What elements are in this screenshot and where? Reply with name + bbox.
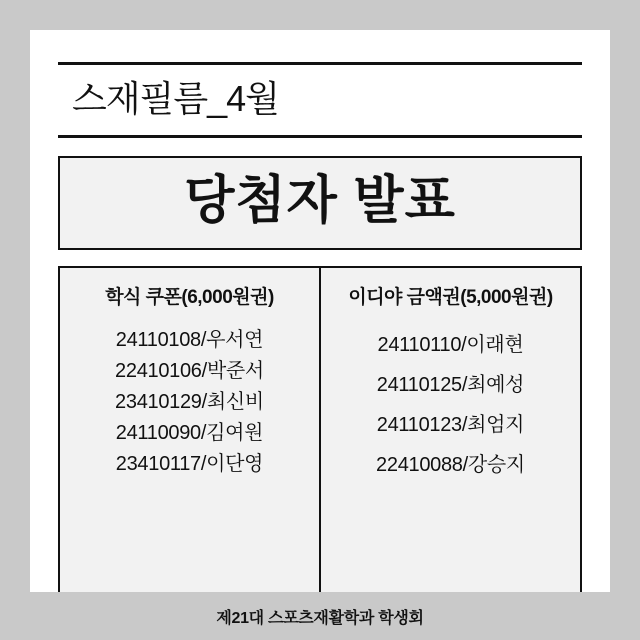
list-item: 24110125/최예성: [376, 374, 525, 397]
title-block: [58, 62, 582, 138]
list-item: 22410106/박준서: [115, 360, 264, 383]
poster-card: [30, 30, 610, 610]
page-title: 스재필름_4월: [72, 78, 279, 119]
headline-box: [58, 156, 582, 251]
winners-list: [331, 325, 570, 485]
winners-column-food-coupon: [60, 268, 321, 608]
footer-bar: [0, 592, 640, 640]
column-header: 학식 쿠폰(6,000원권): [105, 287, 274, 309]
list-item: 24110108/우서연: [115, 329, 264, 352]
winners-list: [70, 325, 309, 480]
headline-text: 당첨자 발표: [184, 171, 456, 230]
list-item: 23410117/이단영: [115, 453, 264, 476]
footer-text: 제21대 스포츠재활학과 학생회: [216, 609, 424, 627]
list-item: 22410088/강승지: [376, 454, 525, 477]
list-item: 24110123/최엄지: [376, 414, 525, 437]
list-item: 24110090/김여원: [115, 422, 264, 445]
list-item: 24110110/이래현: [377, 334, 524, 357]
winners-column-ediya-voucher: [321, 268, 580, 608]
winners-table: [58, 266, 582, 610]
poster-content: [30, 30, 610, 610]
column-header: 이디야 금액권(5,000원권): [348, 287, 553, 309]
list-item: 23410129/최신비: [115, 391, 264, 414]
